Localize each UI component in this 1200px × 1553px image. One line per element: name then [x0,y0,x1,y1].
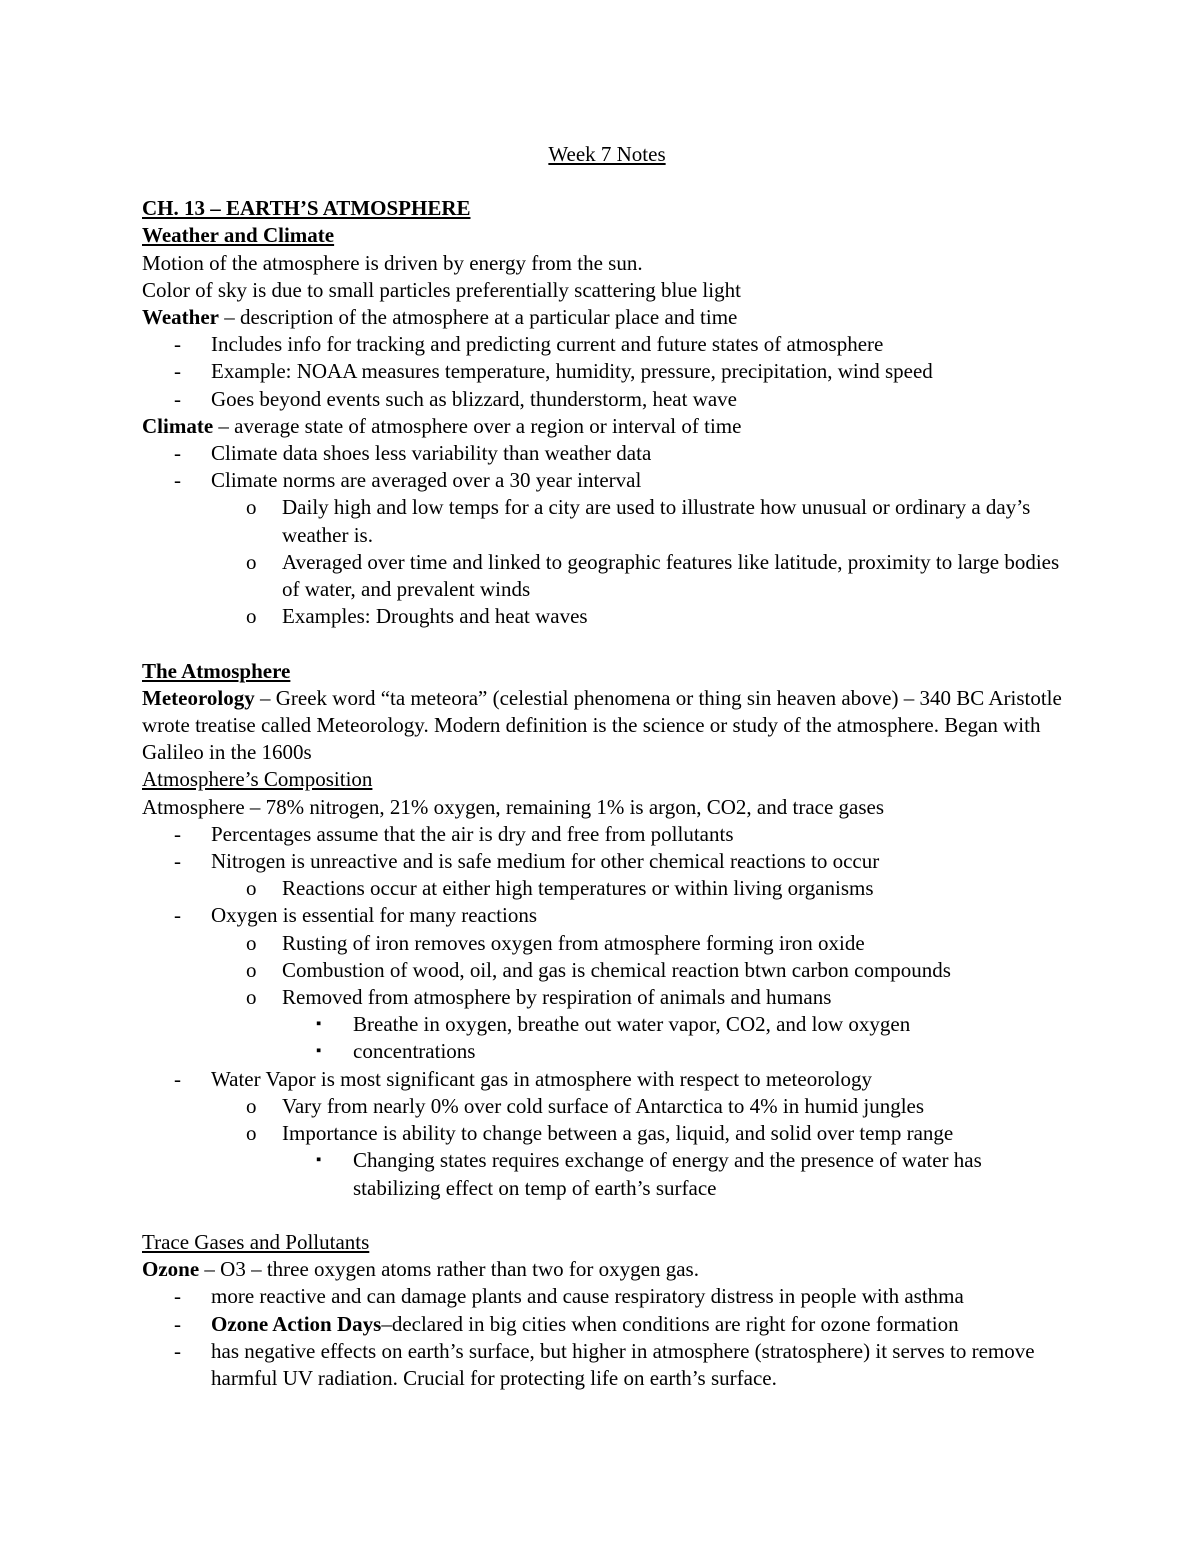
list-item-text: Combustion of wood, oil, and gas is chemical reaction btwn carbon compounds [282,957,951,982]
term-weather: Weather [142,305,219,330]
list-item-text: Breathe in oxygen, breathe out water vapor, CO2, and low oxygen [353,1012,911,1037]
list-item [142,1311,1072,1338]
definition-text: – O3 – three oxygen atoms rather than two for oxygen gas. [199,1257,699,1282]
subheading-composition: Atmosphere’s Composition [142,767,373,792]
list-item [142,386,1072,413]
term-ozone: Ozone [142,1257,200,1282]
list-item-text: Example: NOAA measures temperature, humidity, pressure, precipitation, wind speed [211,359,933,384]
term-climate: Climate [142,413,214,438]
list-item-text: Includes info for tracking and predicting current and future states of atmosphere [211,332,884,357]
circle-bullet: o [246,985,257,1010]
list-item [142,984,1072,1011]
list-item [142,1093,1072,1120]
definition-ozone [142,1256,1072,1283]
dash-bullet: - [174,386,181,411]
list-item-text: Oxygen is essential for many reactions [211,903,537,928]
document-page [142,141,1072,1392]
list-item [142,331,1072,358]
list-item [142,603,1072,630]
square-bullet: ▪ [316,1043,322,1060]
definition-climate [142,413,1072,440]
list-item [142,902,1072,929]
list-item-text: Rusting of iron removes oxygen from atmosphere forming iron oxide [282,930,865,955]
definition-meteorology [142,685,1072,767]
dash-bullet: - [174,821,181,846]
list-item [142,440,1072,467]
circle-bullet: o [246,876,257,901]
dash-bullet: - [174,849,181,874]
list-item-text: Vary from nearly 0% over cold surface of Antarctica to 4% in humid jungles [282,1093,925,1118]
list-item [142,494,1072,548]
list-item [142,875,1072,902]
paragraph: Motion of the atmosphere is driven by energy from the sun. [142,250,643,275]
section-heading-atmosphere: The Atmosphere [142,658,291,683]
list-item-text: more reactive and can damage plants and cause respiratory distress in people with asthma [211,1284,964,1309]
dash-bullet: - [174,1311,181,1336]
section-heading-weather-climate: Weather and Climate [142,223,335,248]
list-item-text: Percentages assume that the air is dry and free from pollutants [211,821,734,846]
list-item [142,1066,1072,1093]
title-text: Week 7 Notes [548,142,666,166]
list-item-text: –declared in big cities when conditions are right for ozone formation [381,1311,959,1336]
list-item-text: Climate norms are averaged over a 30 year interval [211,468,642,493]
circle-bullet: o [246,957,257,982]
list-item-text: Reactions occur at either high temperatures or within living organisms [282,876,874,901]
circle-bullet: o [246,1093,257,1118]
dash-bullet: - [174,1338,181,1363]
list-item-text: has negative effects on earth’s surface, but higher in atmosphere (stratosphere) it serves to remove harmful UV radiation. Crucial for protecting life on earth’s surface. [211,1338,1035,1390]
list-item-text: Changing states requires exchange of energy and the presence of water has stabilizing effect on temp of earth’s surface [353,1148,982,1200]
list-item-text: Nitrogen is unreactive and is safe medium for other chemical reactions to occur [211,849,880,874]
list-item [142,848,1072,875]
dash-bullet: - [174,1066,181,1091]
blank-line [142,630,1072,657]
list-item-text: Examples: Droughts and heat waves [282,604,588,629]
list-item-text: Climate data shoes less variability than weather data [211,441,652,466]
list-item-text: Goes beyond events such as blizzard, thunderstorm, heat wave [211,386,738,411]
dash-bullet: - [174,359,181,384]
list-item-text: Removed from atmosphere by respiration of animals and humans [282,985,832,1010]
list-item [142,1120,1072,1147]
list-item [142,549,1072,603]
definition-text: – Greek word “ta meteora” (celestial phenomena or thing sin heaven above) – 340 BC Aristotle wrote treatise called Meteorology. Modern definition is the science or study of the atmosphere. Began with Galileo in the 1600s [142,685,1062,765]
definition-weather [142,304,1072,331]
blank-line [142,1202,1072,1229]
square-bullet: ▪ [316,1152,322,1169]
list-item [142,821,1072,848]
dash-bullet: - [174,1284,181,1309]
circle-bullet: o [246,495,257,520]
dash-bullet: - [174,468,181,493]
list-item-text: Daily high and low temps for a city are used to illustrate how unusual or ordinary a day’s weather is. [282,495,1031,547]
list-item [142,930,1072,957]
list-item-text: Water Vapor is most significant gas in atmosphere with respect to meteorology [211,1066,873,1091]
list-item [142,358,1072,385]
document-title [142,141,1072,168]
square-bullet: ▪ [316,1016,322,1033]
paragraph: Atmosphere – 78% nitrogen, 21% oxygen, remaining 1% is argon, CO2, and trace gases [142,794,885,819]
dash-bullet: - [174,332,181,357]
list-item [142,1338,1072,1392]
list-item [142,1011,1072,1038]
definition-text: – average state of atmosphere over a region or interval of time [213,413,742,438]
term-meteorology: Meteorology [142,685,255,710]
circle-bullet: o [246,604,257,629]
circle-bullet: o [246,1121,257,1146]
circle-bullet: o [246,930,257,955]
list-item-text: Importance is ability to change between a gas, liquid, and solid over temp range [282,1121,954,1146]
term-ozone-action-days: Ozone Action Days [211,1311,382,1336]
subheading-trace-gases: Trace Gases and Pollutants [142,1229,370,1254]
definition-text: – description of the atmosphere at a particular place and time [218,305,738,330]
list-item [142,957,1072,984]
list-item [142,467,1072,494]
circle-bullet: o [246,549,257,574]
dash-bullet: - [174,903,181,928]
list-item-text: Averaged over time and linked to geographic features like latitude, proximity to large bodies of water, and prevalent winds [282,549,1060,602]
list-item-text: concentrations [353,1039,476,1064]
dash-bullet: - [174,441,181,466]
paragraph: Color of sky is due to small particles preferentially scattering blue light [142,277,741,302]
chapter-heading: CH. 13 – EARTH’S ATMOSPHERE [142,196,471,221]
list-item [142,1283,1072,1310]
list-item [142,1038,1072,1065]
list-item [142,1147,1072,1201]
